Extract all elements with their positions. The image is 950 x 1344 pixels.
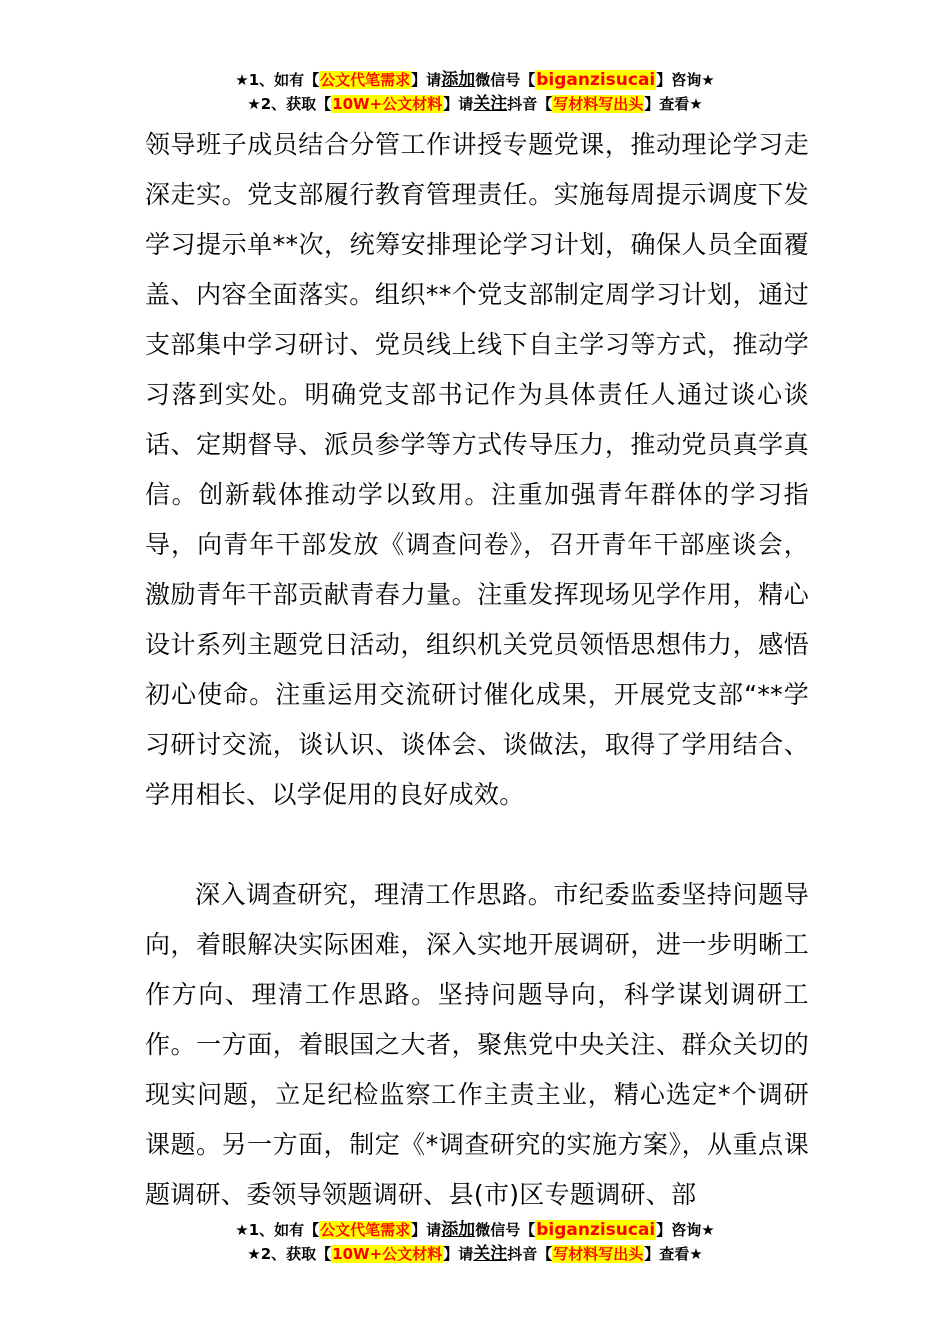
- banner-text: ★2、获取【: [247, 1245, 332, 1263]
- banner-text: 】查看★: [644, 1245, 703, 1263]
- banner-text: ★1、如有【: [235, 71, 320, 89]
- banner-highlight: biganzisucai: [536, 70, 656, 90]
- header-banner-line-2: [0, 92, 950, 116]
- body-paragraph: 领导班子成员结合分管工作讲授专题党课，推动理论学习走深走实。党支部履行教育管理责任。实施每周提示调度下发学习提示单**次，统筹安排理论学习计划，确保人员全面覆盖、内容全面落实。组织**个党支部制定周学习计划，通过支部集中学习研讨、党员线上线下自主学习等方式，推动学习落到实处。明确党支部书记作为具体责任人通过谈心谈话、定期督导、派员参学等方式传导压力，推动党员真学真信。创新载体推动学以致用。注重加强青年群体的学习指导，向青年干部发放《调查问卷》，召开青年干部座谈会，激励青年干部贡献青春力量。注重发挥现场见学作用，精心设计系列主题党日活动，组织机关党员领悟思想伟力，感悟初心使命。注重运用交流研讨催化成果，开展党支部“**学习研讨交流，谈认识、谈体会、谈做法，取得了学用结合、学用相长、以学促用的良好成效。: [145, 130, 809, 809]
- banner-highlight: 写材料写出头: [553, 1245, 644, 1263]
- banner-underlined-text: 关注: [473, 1244, 508, 1264]
- footer-banner-line-1: [0, 1218, 950, 1242]
- banner-text: 抖音【: [507, 1245, 553, 1263]
- banner-underlined-text: 添加: [441, 70, 476, 90]
- banner-highlight: 写材料写出头: [553, 95, 644, 113]
- banner-text: 】请: [443, 95, 474, 113]
- banner-highlight: 公文代笔需求: [320, 1221, 411, 1239]
- banner-text: 微信号【: [475, 1221, 536, 1239]
- banner-highlight: 10W+公文材料: [332, 1245, 443, 1263]
- banner-underlined-text: 关注: [473, 94, 508, 114]
- banner-highlight: 10W+公文材料: [332, 95, 443, 113]
- document-body: [145, 120, 809, 1220]
- banner-text: 】请: [411, 1221, 442, 1239]
- banner-text: ★2、获取【: [247, 95, 332, 113]
- banner-text: 】查看★: [644, 95, 703, 113]
- banner-underlined-text: 添加: [441, 1220, 476, 1240]
- header-banner: [0, 68, 950, 116]
- banner-highlight: 公文代笔需求: [320, 71, 411, 89]
- footer-banner: [0, 1218, 950, 1266]
- banner-text: 微信号【: [475, 71, 536, 89]
- banner-text: 抖音【: [507, 95, 553, 113]
- banner-text: 】咨询★: [656, 71, 715, 89]
- banner-text: 】咨询★: [656, 1221, 715, 1239]
- header-banner-line-1: [0, 68, 950, 92]
- footer-banner-line-2: [0, 1242, 950, 1266]
- banner-text: 】请: [411, 71, 442, 89]
- body-paragraph: 深入调查研究，理清工作思路。市纪委监委坚持问题导向，着眼解决实际困难，深入实地开展调研，进一步明晰工作方向、理清工作思路。坚持问题导向，科学谋划调研工作。一方面，着眼国之大者，聚焦党中央关注、群众关切的现实问题，立足纪检监察工作主责主业，精心选定*个调研课题。另一方面，制定《*调查研究的实施方案》，从重点课题调研、委领导领题调研、县(市)区专题调研、部: [145, 880, 809, 1209]
- banner-text: 】请: [443, 1245, 474, 1263]
- banner-highlight: biganzisucai: [536, 1220, 656, 1240]
- banner-text: ★1、如有【: [235, 1221, 320, 1239]
